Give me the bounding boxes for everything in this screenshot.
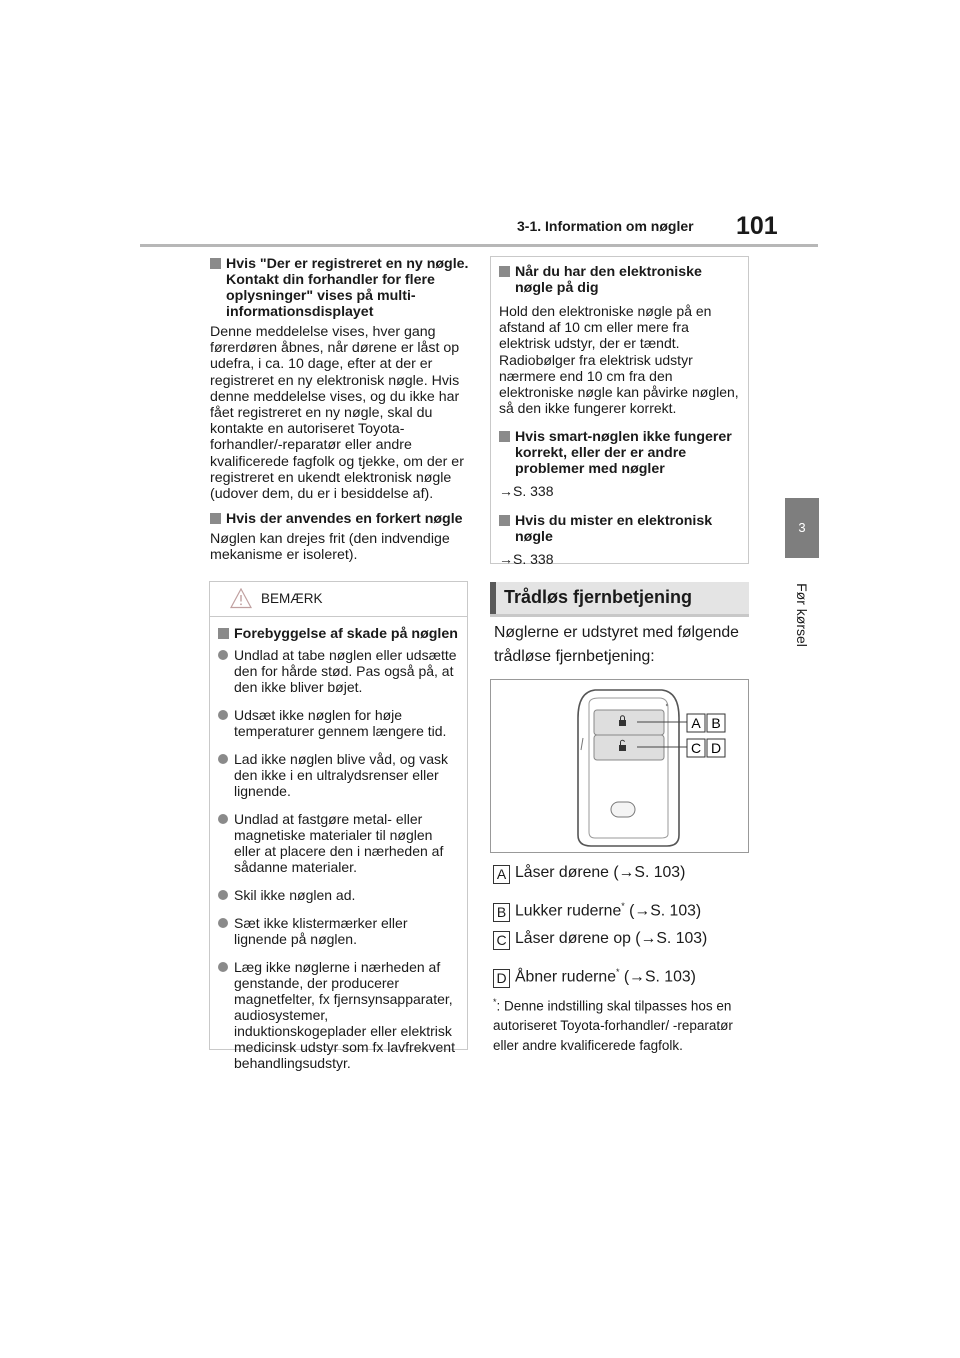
- section-heading: Hvis der anvendes en forkert nøgle: [210, 511, 472, 527]
- paragraph: Denne meddelelse vises, hver gang førerdøren åbnes, når dørene er låst op udefra, i ca. 10 dage, efter at der er registreret en ny elektronisk nøgle. Hvis denne meddelelse vises, og du ikke har fået registreret en ny nøgle, skal du kontakte en autoriseret Toyota-forhandler/-reparatør eller andre kvalificerede fagfolk og tjekke, om der er registreret en ukendt elektronisk nøgle (udover dem, du er i besiddelse af).: [210, 324, 464, 503]
- item-reference: S. 103): [656, 930, 708, 947]
- notice-label: BEMÆRK: [261, 591, 323, 606]
- section-heading: Hvis "Der er registreret en ny nøgle. Kontakt din forhandler for flere oplysninger" vises på multi-informationsdisplayet: [210, 256, 472, 320]
- list-item: [493, 864, 685, 884]
- page-reference: [499, 551, 740, 567]
- arrow-icon: →: [618, 864, 635, 881]
- paragraph: Nøglen kan drejes frit (den indvendige mekanisme er isoleret).: [210, 531, 450, 564]
- reference-text: S. 338: [513, 551, 554, 568]
- chapter-label-text: Før kørsel: [794, 583, 810, 647]
- heading-accent-bar: [490, 582, 496, 614]
- notice-box: [209, 581, 468, 1071]
- footnote: [493, 993, 743, 1055]
- callout-a: A: [691, 715, 701, 731]
- paragraph: Hold den elektroniske nøgle på en afstand af 10 cm eller mere fra elektrisk udstyr, der er tændt. Radiobølger fra elektrisk udstyr nærmere end 10 cm fra den elektroniske nøgle kan påvirke nøglen, så den ikke fungerer korrekt.: [499, 303, 739, 417]
- list-item: [493, 930, 707, 950]
- item-text: Lukker ruderne: [515, 902, 622, 920]
- item-letter: D: [493, 969, 510, 988]
- list-item: Skil ikke nøglen ad.: [218, 887, 459, 903]
- section-title: 3-1. Information om nøgler: [517, 218, 694, 234]
- callout-d: D: [710, 740, 722, 756]
- list-item: Udsæt ikke nøglen for høje temperaturer gennem længere tid.: [218, 707, 459, 739]
- section-heading: Hvis smart-nøglen ikke fungerer korrekt, eller der er andre problemer med nøgler: [499, 429, 740, 477]
- key-fob-illustration: [490, 679, 749, 853]
- item-letter: A: [493, 865, 510, 884]
- item-reference: S. 103): [650, 902, 702, 920]
- key-fob-icon: [491, 680, 748, 852]
- item-text: Åbner ruderne: [515, 968, 616, 986]
- footnote-marker: *: [621, 901, 625, 911]
- section-heading: Hvis du mister en elektronisk nøgle: [499, 513, 740, 545]
- list-item: Sæt ikke klistermærker eller lignende på nøglen.: [218, 915, 459, 947]
- notice-title: Forebyggelse af skade på nøglen: [218, 626, 459, 642]
- notice-header: [210, 582, 467, 617]
- left-column: [210, 256, 472, 564]
- page-number: 101: [736, 212, 778, 240]
- warning-icon: [230, 588, 252, 609]
- list-item: Undlad at tabe nøglen eller udsætte den for hårde stød. Pas også på, at den ikke bliver bøjet.: [218, 647, 459, 695]
- item-text: Låser dørene (: [515, 864, 619, 881]
- item-text: Låser dørene op (: [515, 930, 641, 947]
- page-reference: [499, 483, 740, 499]
- callout-b: B: [711, 715, 721, 731]
- list-item: Undlad at fastgøre metal- eller magnetiske materialer til nøglen eller at placere den i nærheden af sådanne materialer.: [218, 811, 459, 875]
- callout-labels: [687, 714, 725, 757]
- reference-text: S. 338: [513, 483, 554, 500]
- item-letter: B: [493, 903, 510, 922]
- item-letter: C: [493, 931, 510, 950]
- wireless-heading: [490, 582, 749, 614]
- arrow-icon: →: [640, 930, 657, 947]
- wireless-heading-text: Trådløs fjernbetjening: [504, 587, 693, 607]
- footnote-marker: *: [616, 967, 620, 977]
- arrow-icon: →: [499, 551, 513, 568]
- callout-c: C: [690, 740, 702, 756]
- wireless-intro: Nøglerne er udstyret med følgende trådløse fjernbetjening:: [494, 624, 739, 665]
- item-reference: S. 103): [644, 968, 696, 986]
- chapter-tab-number: 3: [785, 498, 819, 558]
- info-box: [490, 256, 749, 568]
- list-item: Lad ikke nøglen blive våd, og vask den ikke i en ultralydsrenser eller lignende.: [218, 751, 459, 799]
- list-item: Læg ikke nøglerne i nærheden af genstande, der producerer magnetfelter, fx fjernsynsapparater, audiosystemer, induktionskogeplader eller elektrisk medicinsk udstyr som fx lavfrekvent behandlingsudstyr.: [218, 959, 459, 1071]
- item-reference: S. 103): [634, 864, 686, 881]
- list-item: B Lukker ruderne* (→S. 103): [493, 897, 701, 922]
- list-item: D Åbner ruderne* (→S. 103): [493, 963, 696, 988]
- header-divider: [140, 244, 818, 247]
- chapter-tab-label: [785, 575, 819, 655]
- footnote-text: : Denne indstilling skal tilpasses hos en autoriseret Toyota-forhandler/ -reparatør eller andre kvalificerede fagfolk.: [493, 998, 733, 1053]
- arrow-icon: →: [629, 968, 645, 986]
- footnote-marker: *: [493, 997, 497, 1007]
- arrow-icon: →: [634, 902, 651, 920]
- arrow-icon: →: [499, 483, 513, 500]
- section-heading: Når du har den elektroniske nøgle på dig: [499, 264, 740, 296]
